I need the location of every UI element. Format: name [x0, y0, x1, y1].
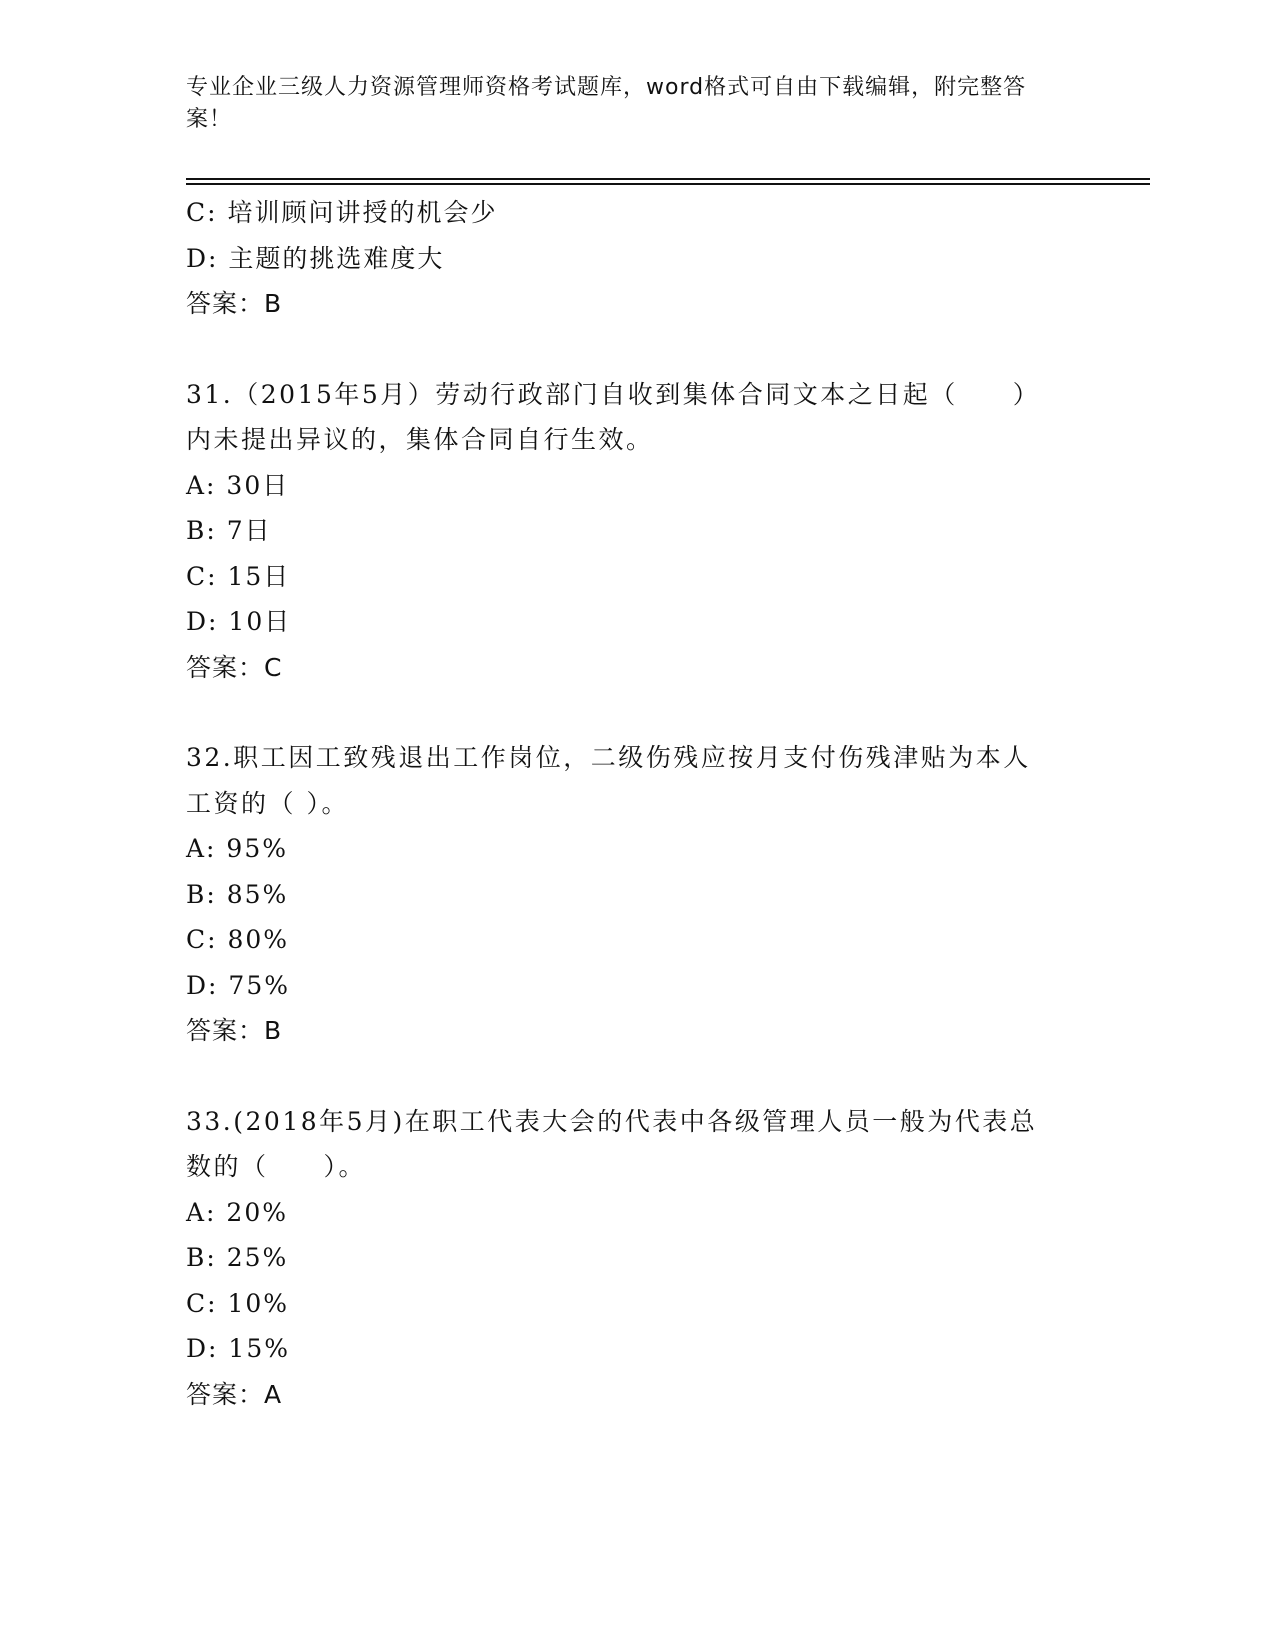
answer-label: 答案：A — [186, 1379, 283, 1409]
question-stem: 32.职工因工致残退出工作岗位，二级伤残应按月支付伤残津贴为本人 — [186, 743, 1031, 772]
question-31 — [186, 372, 1086, 691]
option-c: C: 80% — [186, 925, 290, 954]
option-d: D: 主题的挑选难度大 — [186, 243, 445, 273]
spacer — [186, 690, 1086, 735]
answer-label: 答案：C — [186, 652, 283, 682]
header-divider-bottom — [186, 183, 1150, 185]
option-c: C: 10% — [186, 1288, 290, 1318]
option-b: B: 25% — [186, 1243, 289, 1272]
question-stem: 数的（ ）。 — [186, 1152, 367, 1181]
question-stem: 31.（2015年5月）劳动行政部门自收到集体合同文本之日起（ ） — [186, 379, 1041, 409]
question-33 — [186, 1099, 1086, 1418]
answer-label: 答案：B — [186, 1016, 283, 1045]
question-stem: 33.(2018年5月)在职工代表大会的代表中各级管理人员一般为代表总 — [186, 1106, 1038, 1136]
option-a: A: 95% — [186, 834, 288, 863]
option-c: C: 培训顾问讲授的机会少 — [186, 198, 498, 227]
previous-question-tail — [186, 190, 1086, 327]
option-a: A: 20% — [186, 1197, 288, 1227]
question-32 — [186, 735, 1086, 1054]
question-stem: 工资的（ ）。 — [186, 788, 349, 818]
option-d: D: 15% — [186, 1334, 290, 1363]
option-d: D: 10日 — [186, 607, 292, 636]
option-d: D: 75% — [186, 970, 290, 1000]
header-divider-top — [186, 178, 1150, 180]
option-b: B: 85% — [186, 879, 289, 909]
spacer — [186, 1054, 1086, 1099]
spacer — [186, 327, 1086, 372]
question-list — [186, 190, 1086, 1417]
option-b: B: 7日 — [186, 516, 272, 545]
answer-label: 答案：B — [186, 289, 283, 318]
document-header: 专业企业三级人力资源管理师资格考试题库，word格式可自由下载编辑，附完整答案！ — [186, 75, 1027, 132]
question-stem: 内未提出异议的，集体合同自行生效。 — [186, 425, 654, 454]
option-a: A: 30日 — [186, 470, 290, 500]
option-c: C: 15日 — [186, 561, 291, 591]
